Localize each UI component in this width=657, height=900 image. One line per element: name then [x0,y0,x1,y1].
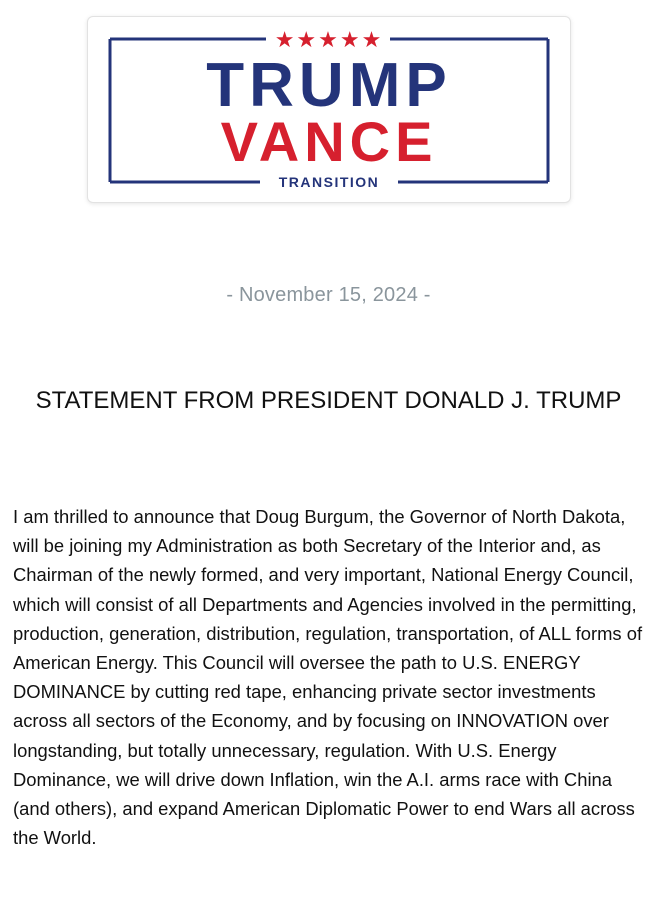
logo-vance-text: VANCE [220,110,438,173]
logo-graphic [88,17,570,202]
statement-title: STATEMENT FROM PRESIDENT DONALD J. TRUMP [35,387,622,414]
statement-body: I am thrilled to announce that Doug Burgum, the Governor of North Dakota, will be joining my Administration as both Secretary of the Interior and, as Chairman of the newly formed, and very important, National Energy Council, which will consist of all Departments and Agencies involved in the permitting, production, generation, distribution, regulation, transportation, of ALL forms of American Energy. This Council will oversee the path to U.S. ENERGY DOMINANCE by cutting red tape, enhancing private sector investments across all sectors of the Economy, and by focusing on INNOVATION over longstanding, but totally unnecessary, regulation. With U.S. Energy Dominance, we will drive down Inflation, win the A.I. arms race with China (and others), and expand American Diplomatic Power to end Wars all across the World. [13,506,643,849]
statement-date: - November 15, 2024 - [226,284,431,306]
logo-trump-text: TRUMP [206,51,452,120]
logo-transition-text: TRANSITION [278,174,380,190]
trump-vance-transition-logo [87,16,571,203]
logo-stars: ★★★★★ [274,28,384,53]
